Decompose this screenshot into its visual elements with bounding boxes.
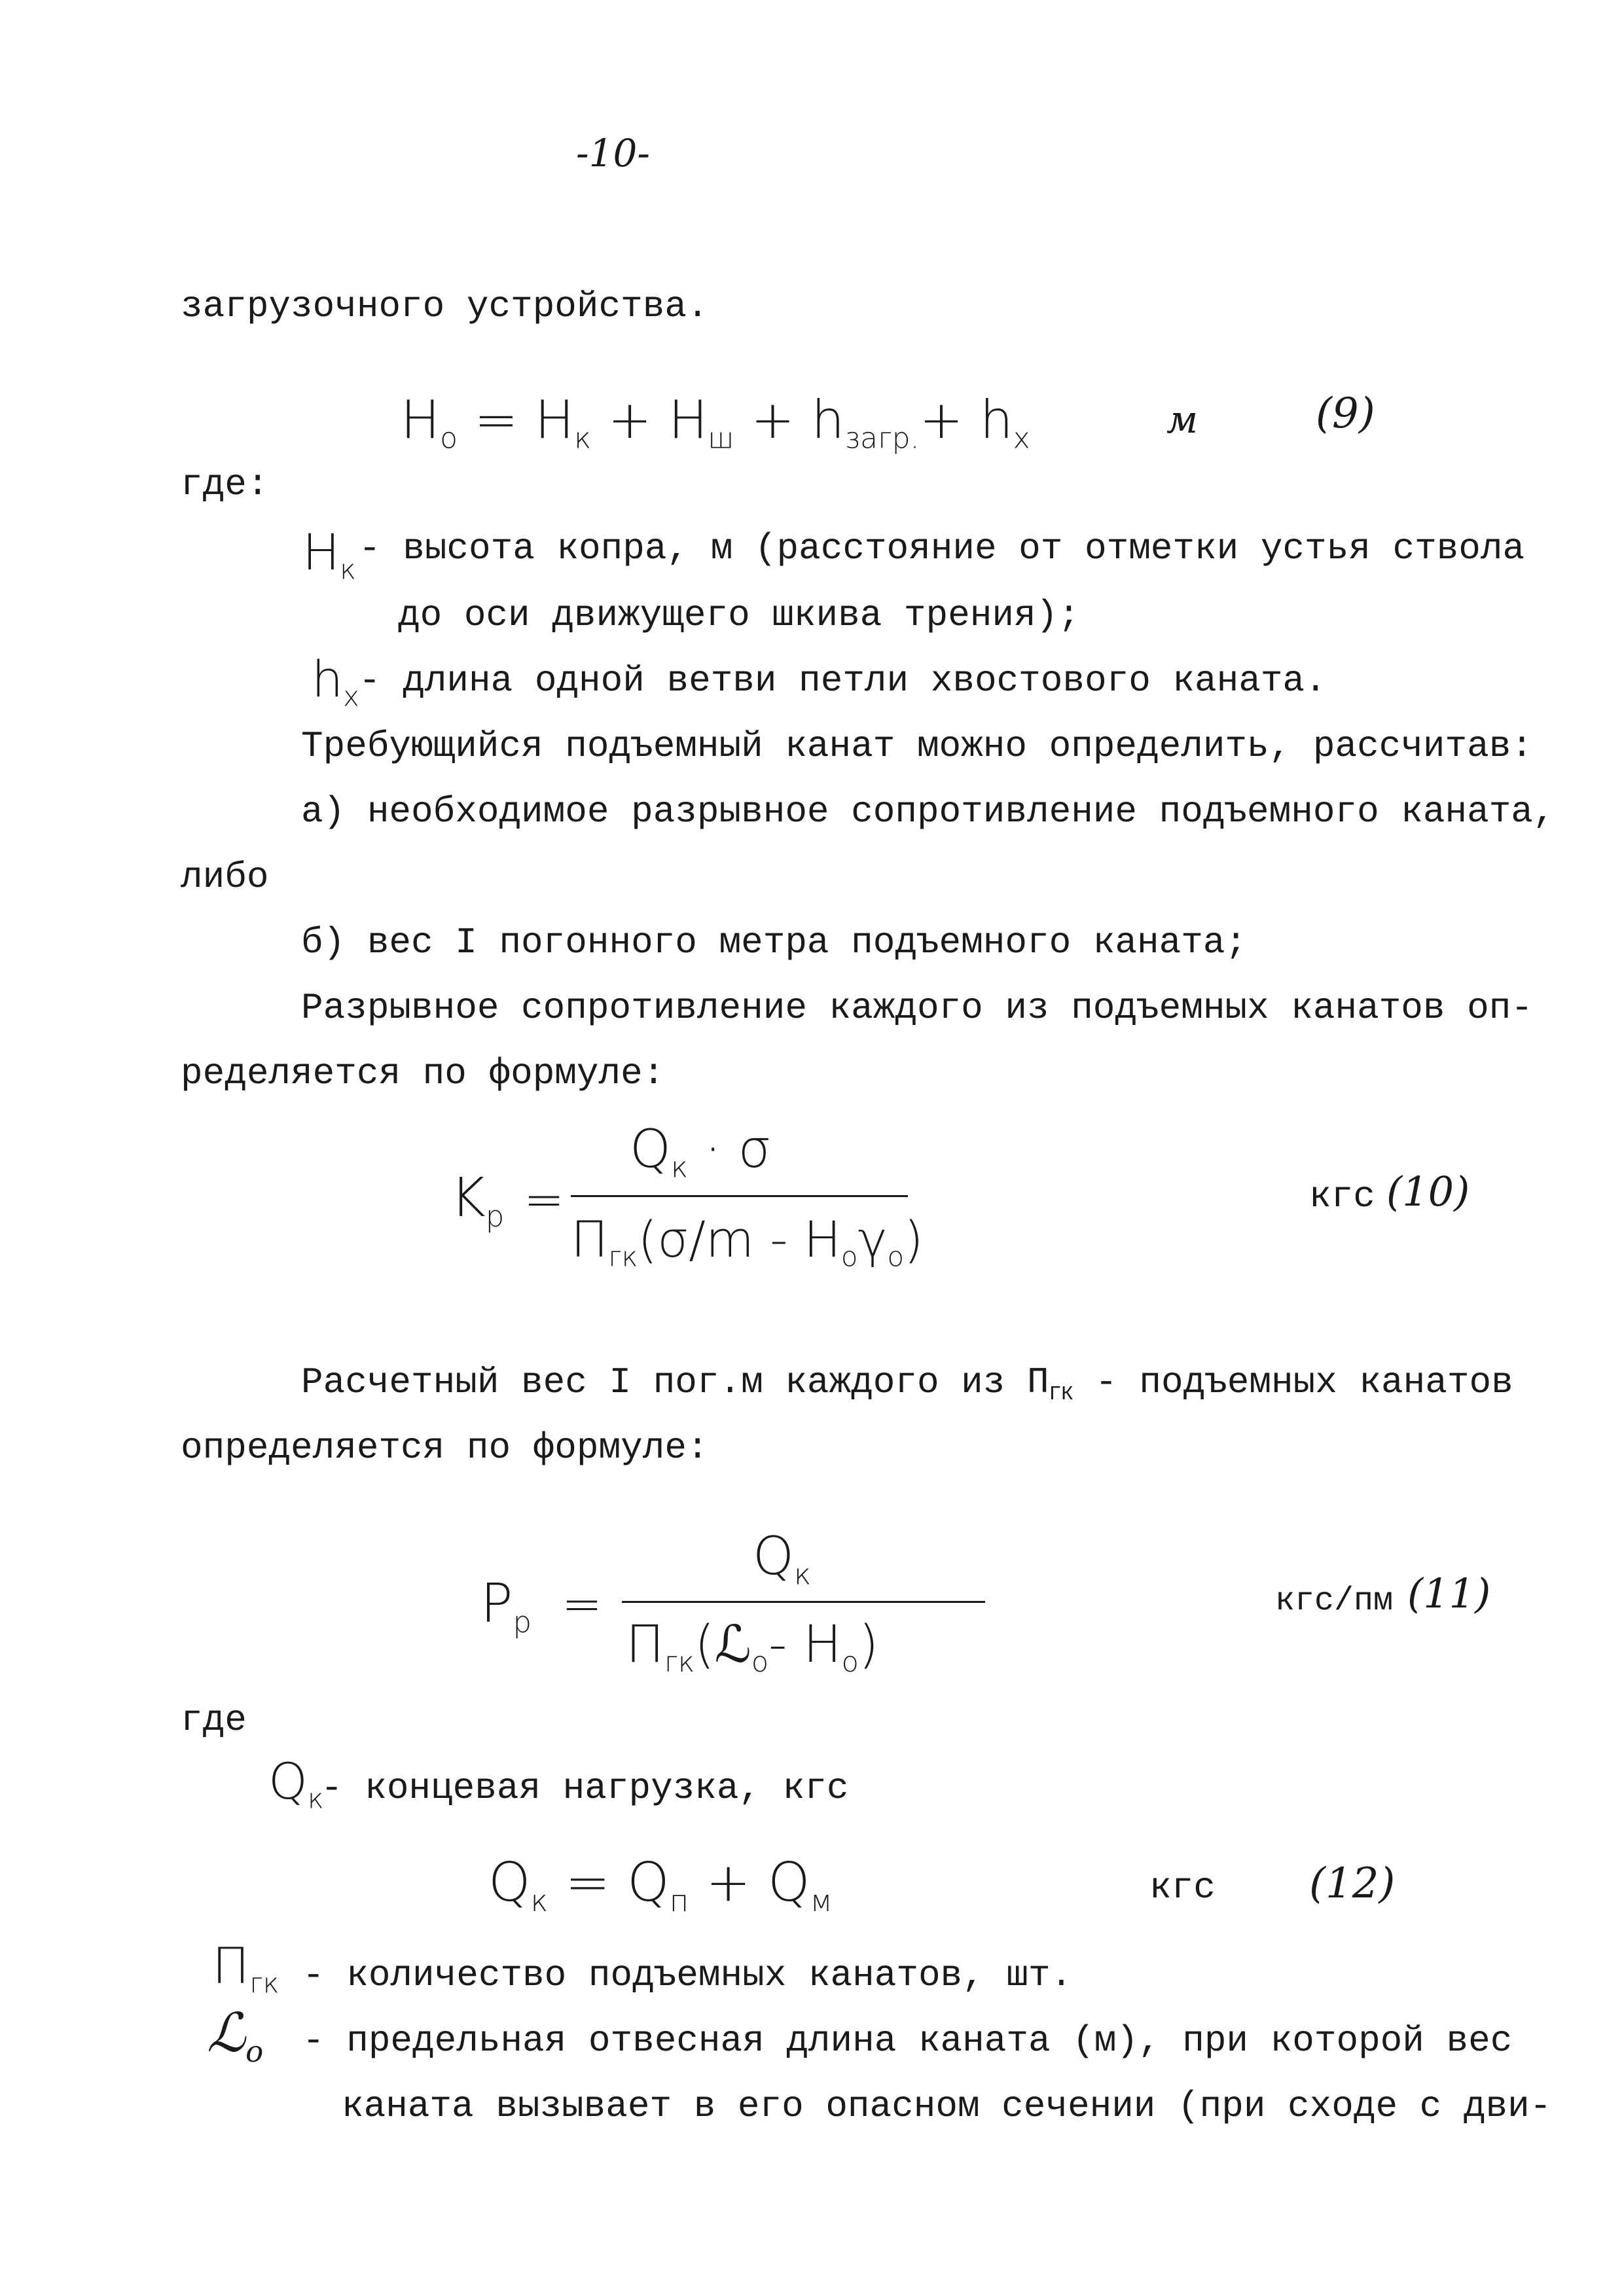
formula-12-unit: кгс (1149, 1867, 1216, 1909)
symbol-hx (312, 650, 359, 713)
formula-11-num-sub: к (793, 1558, 812, 1592)
formula-10-fraction-bar (571, 1195, 908, 1197)
formula-11-fraction (622, 1526, 988, 1694)
formula-11-lhs-sub: p (513, 1604, 532, 1640)
text-line: где: (181, 463, 269, 505)
formula-12-term: Q (488, 1852, 531, 1914)
formula-9-sub: ш (708, 422, 734, 456)
text-line: Разрывное сопротивление каждого из подъемных канатов оп- (301, 987, 1533, 1029)
formula-10-number: (10) (1386, 1168, 1470, 1215)
formula-12 (488, 1852, 833, 1918)
symbol-qk (268, 1752, 324, 1815)
formula-9-sub: o (440, 422, 458, 456)
text-line: до оси движущего шкива трения); (398, 594, 1080, 636)
formula-10-den-sub: гк (608, 1240, 638, 1273)
formula-10-lhs-main: K (450, 1167, 486, 1229)
formula-9-term: + h (734, 389, 845, 450)
symbol-l0 (207, 2002, 264, 2069)
text-line: б) вес I погонного метра подъемного каната; (301, 922, 1248, 963)
formula-11-lhs (480, 1573, 532, 1640)
formula-12-number: (12) (1309, 1859, 1396, 1908)
formula-9-sub: к (574, 422, 592, 456)
symbol-ngk (212, 1937, 280, 2000)
formula-11-den-sub: o (841, 1646, 859, 1679)
formula-12-term: = Q (548, 1852, 670, 1914)
formula-11-den-sub: гк (664, 1646, 695, 1679)
formula-9-term: = H (458, 389, 575, 450)
symbol-hk-main: H (302, 523, 340, 581)
symbol-hk (302, 523, 356, 586)
symbol-l0-main: ℒ (207, 2002, 246, 2064)
text-line: определяется по формуле: (181, 1427, 709, 1469)
symbol-l0-sub: o (245, 2034, 264, 2069)
formula-11-numerator (753, 1526, 812, 1592)
formula-11-den-term: - H (768, 1615, 842, 1674)
text-line: либо (181, 856, 269, 898)
symbol-ngk-main: П (212, 1937, 250, 1995)
text-line: - количество подъемных канатов, шт. (302, 1954, 1073, 1996)
formula-11-den-term: (ℒ (695, 1615, 751, 1674)
text-line: - предельная отвесная длина каната (м), при которой вес (302, 2020, 1513, 2062)
formula-10-num-term: · σ (688, 1119, 772, 1179)
text-line: Требующийся подъемный канат можно определить, рассчитав: (301, 725, 1533, 767)
formula-10-unit: кгс (1309, 1175, 1375, 1217)
formula-12-term: + Q (689, 1852, 810, 1914)
formula-10-eq: = (524, 1172, 565, 1228)
formula-9-sub: загр. (844, 422, 920, 456)
formula-10-den-term: П (571, 1210, 609, 1268)
formula-11-num-term: Q (753, 1526, 794, 1587)
text-line (301, 1361, 1513, 1406)
symbol-ngk-sub: гк (249, 1967, 280, 2000)
formula-11-lhs-main: P (480, 1573, 513, 1635)
formula-10-den-sub: o (840, 1240, 858, 1273)
formula-11-denominator (626, 1615, 879, 1679)
formula-12-sub: п (669, 1883, 689, 1918)
formula-11-den-sub: o (751, 1646, 769, 1679)
formula-10-den-sub: o (887, 1240, 905, 1273)
formula-9-sub: x (1013, 422, 1030, 456)
text-line: где (181, 1699, 247, 1741)
text-segment: - подъемных канатов (1073, 1361, 1513, 1403)
formula-9-term: + h (919, 389, 1013, 450)
text-line: загрузочного устройства. (181, 285, 709, 327)
formula-10-denominator (571, 1210, 924, 1273)
formula-11-den-term: ) (858, 1615, 879, 1674)
formula-10-lhs-sub: p (485, 1198, 505, 1234)
formula-9 (401, 389, 1030, 456)
formula-12-sub: м (810, 1883, 833, 1918)
formula-10-lhs (450, 1167, 505, 1234)
page-number: -10- (576, 131, 650, 175)
formula-11-unit: кгс/пм (1275, 1583, 1394, 1620)
symbol-qk-sub: к (307, 1782, 324, 1815)
formula-10-den-term: (σ/m - H (638, 1210, 841, 1268)
symbol-qk-main: Q (268, 1752, 308, 1810)
formula-11-eq: = (562, 1576, 603, 1632)
formula-9-term: H (401, 389, 441, 450)
formula-10-num-term: Q (630, 1119, 671, 1179)
formula-10-numerator (630, 1119, 772, 1185)
formula-10-den-term: ) (904, 1210, 924, 1268)
formula-10-den-term: γ (857, 1210, 888, 1268)
formula-11-number: (11) (1407, 1570, 1491, 1617)
text-subscript: ГК (1049, 1382, 1074, 1406)
text-segment: Расчетный вес I пог.м каждого из П (301, 1361, 1049, 1403)
text-line: ределяется по формуле: (181, 1052, 665, 1094)
symbol-hx-sub: x (343, 680, 359, 713)
text-line: - высота копра, м (расстояние от отметки устья ствола (359, 528, 1525, 569)
formula-9-unit: м (1166, 397, 1199, 442)
formula-9-number: (9) (1316, 389, 1375, 438)
symbol-hx-main: h (312, 650, 344, 708)
formula-11-den-term: П (626, 1615, 664, 1674)
text-line: - концевая нагрузка, кгс (321, 1767, 849, 1809)
text-line: каната вызывает в его опасном сечении (при сходе с дви- (342, 2085, 1552, 2127)
formula-10-fraction (571, 1119, 924, 1293)
formula-10-num-sub: к (670, 1151, 689, 1185)
text-line: а) необходимое разрывное сопротивление подъемного каната, (301, 791, 1555, 833)
formula-9-term: + H (591, 389, 708, 450)
text-line: - длина одной ветви петли хвостового каната. (359, 660, 1327, 702)
formula-11-fraction-bar (622, 1601, 985, 1603)
formula-12-sub: к (530, 1883, 549, 1918)
symbol-hk-sub: к (340, 553, 356, 586)
